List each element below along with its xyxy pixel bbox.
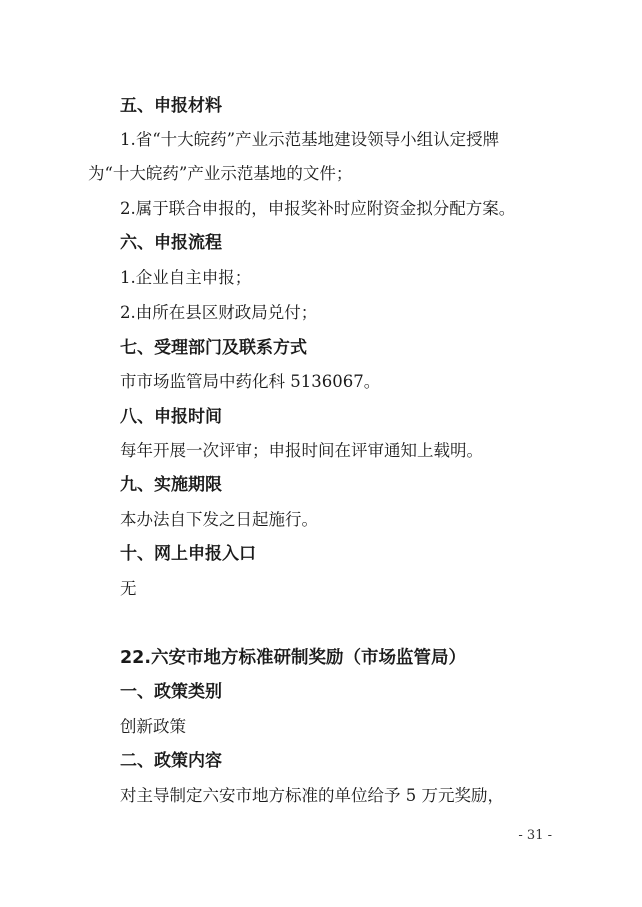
paragraph-line: 每年开展一次评审；申报时间在评审通知上载明。	[120, 441, 483, 460]
section-heading: 七、受理部门及联系方式	[120, 338, 307, 358]
paragraph-line: 无	[120, 579, 137, 598]
paragraph-line: 市市场监管局中药化科 5136067。	[120, 372, 381, 391]
paragraph-line: 本办法自下发之日起施行。	[120, 510, 318, 529]
section-heading: 十、网上申报入口	[120, 544, 256, 564]
paragraph-line: 对主导制定六安市地方标准的单位给予 5 万元奖励，	[120, 786, 504, 805]
paragraph-line: 为“十大皖药”产业示范基地的文件；	[88, 164, 353, 183]
paragraph-line: 2.属于联合申报的，申报奖补时应附资金拟分配方案。	[120, 199, 516, 218]
section-heading: 五、申报材料	[120, 96, 222, 116]
paragraph-line: 2.由所在县区财政局兑付；	[120, 303, 318, 322]
paragraph-line: 1.省“十大皖药”产业示范基地建设领导小组认定授牌	[120, 130, 500, 149]
section-heading: 九、实施期限	[120, 475, 222, 495]
section-heading: 八、申报时间	[120, 407, 222, 427]
section-heading: 二、政策内容	[120, 751, 222, 771]
section-heading: 六、申报流程	[120, 233, 222, 253]
policy-title: 22.六安市地方标准研制奖励（市场监管局）	[120, 648, 466, 668]
paragraph-line: 创新政策	[120, 717, 186, 736]
section-heading: 一、政策类别	[120, 682, 222, 702]
page-number: - 31 -	[518, 828, 552, 843]
paragraph-line: 1.企业自主申报；	[120, 268, 252, 287]
